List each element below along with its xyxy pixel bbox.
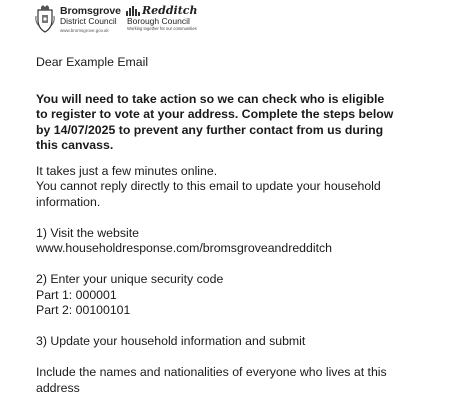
closing-line: Include the names and nationalities of everyone who lives at this (36, 365, 387, 379)
notice-line: this canvass. (36, 138, 114, 152)
bromsgrove-logo (34, 4, 121, 34)
skyline-icon (126, 6, 140, 16)
intro-line: It takes just a few minutes online. (36, 163, 218, 178)
step1-title: 1) Visit the website (36, 225, 139, 240)
bdc-subtitle: District Council (60, 16, 117, 26)
action-notice (36, 92, 456, 154)
security-code-part1: Part 1: 000001 (36, 287, 117, 302)
rbc-tagline: Working together for our communities (127, 26, 197, 31)
rbc-name: Redditch (142, 4, 198, 17)
rbc-subtitle: Borough Council (127, 16, 190, 26)
step2-title: 2) Enter your unique security code (36, 272, 224, 286)
intro-line: You cannot reply directly to this email to update your household (36, 179, 381, 193)
step3-title: 3) Update your household information and submit (36, 334, 306, 348)
notice-line: by 14/07/2025 to prevent any further contact from us during (36, 122, 384, 137)
notice-line: You will need to take action so we can check who is eligible (36, 91, 385, 106)
greeting: Dear Example Email (36, 55, 149, 69)
email-header (34, 4, 234, 42)
step1-url[interactable]: www.householdresponse.com/bromsgroveandredditch (36, 241, 332, 255)
email-body (36, 55, 456, 396)
bdc-name: Bromsgrove (60, 5, 121, 17)
crest-icon (34, 4, 56, 34)
bdc-url: www.bromsgrove.gov.uk (60, 28, 109, 33)
notice-line: to register to vote at your address. Complete the steps below (36, 107, 394, 121)
security-code-part2: Part 2: 00100101 (36, 303, 131, 317)
intro-line: information. (36, 194, 101, 209)
closing-line: address (36, 380, 80, 395)
redditch-logo (126, 5, 197, 32)
